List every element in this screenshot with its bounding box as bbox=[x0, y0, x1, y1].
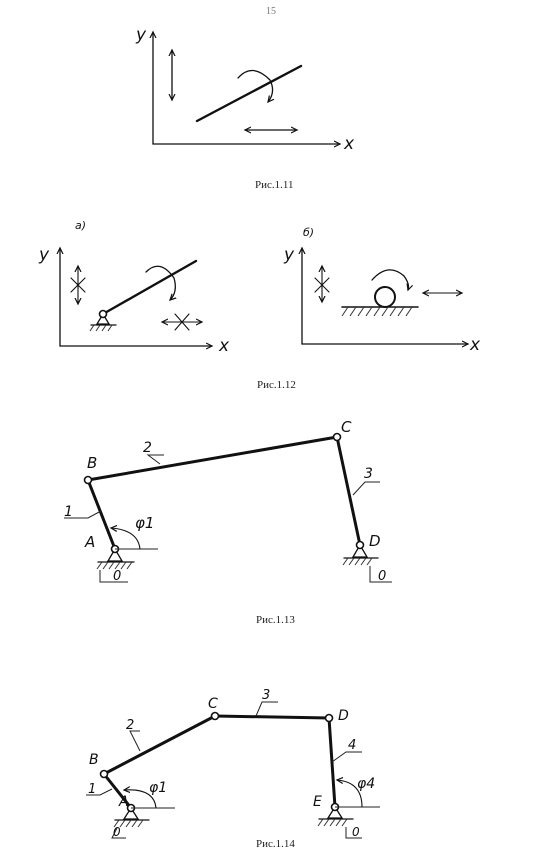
link-3-coupler bbox=[215, 716, 329, 718]
leader-link-2 bbox=[148, 455, 164, 464]
figure-caption: Рис.1.14 bbox=[256, 838, 295, 850]
figure-caption: Рис.1.12 bbox=[257, 379, 296, 391]
link-number-4: 4 bbox=[348, 738, 357, 753]
link-number-2: 2 bbox=[126, 718, 135, 733]
angle-label-4: φ4 bbox=[357, 776, 376, 792]
figure-1-11 bbox=[135, 25, 355, 191]
point-label-a: A bbox=[85, 533, 96, 551]
point-label-e: E bbox=[313, 794, 322, 810]
joint-c bbox=[212, 713, 219, 720]
x-axis-label: x bbox=[219, 336, 230, 356]
panel-label: а) bbox=[75, 219, 87, 232]
point-label-d: D bbox=[338, 708, 349, 724]
ground-label-right: 0 bbox=[378, 569, 387, 584]
ground-hatch bbox=[90, 325, 112, 331]
ground-hatch bbox=[97, 562, 132, 569]
pivot-joint bbox=[100, 311, 107, 318]
angle-label: φ1 bbox=[135, 514, 155, 532]
link-number-3: 3 bbox=[364, 466, 373, 482]
link-number-3: 3 bbox=[262, 688, 271, 703]
figure-caption: Рис.1.11 bbox=[255, 179, 294, 191]
leader-link-3 bbox=[353, 482, 380, 495]
leader-link-3 bbox=[256, 702, 278, 716]
figure-1-14 bbox=[86, 688, 380, 850]
y-axis-label: y bbox=[39, 245, 50, 265]
ground-hatch bbox=[343, 558, 372, 565]
link-number-1: 1 bbox=[88, 782, 97, 797]
joint-b bbox=[85, 477, 92, 484]
panel-label: б) bbox=[303, 226, 315, 239]
point-label-b: B bbox=[87, 454, 98, 472]
link-number-1: 1 bbox=[64, 504, 73, 520]
ground-label-right: 0 bbox=[352, 825, 360, 839]
x-axis-label: x bbox=[470, 335, 481, 355]
point-label-a: A bbox=[119, 794, 129, 810]
figure-1-12-a bbox=[38, 219, 230, 356]
ground-label-left: 0 bbox=[113, 569, 122, 584]
angle-label-1: φ1 bbox=[149, 780, 168, 796]
point-label-c: C bbox=[341, 418, 352, 436]
point-label-c: C bbox=[208, 696, 218, 712]
point-label-d: D bbox=[369, 532, 381, 550]
page-number: 15 bbox=[266, 6, 276, 17]
link-2-coupler bbox=[104, 716, 215, 774]
figure-1-13 bbox=[64, 418, 392, 626]
rolling-wheel bbox=[375, 287, 395, 307]
figure-caption: Рис.1.13 bbox=[256, 614, 295, 626]
joint-c bbox=[334, 434, 341, 441]
x-axis-label: x bbox=[344, 134, 355, 154]
surface-hatch bbox=[342, 307, 412, 316]
rigid-body-line bbox=[197, 66, 301, 121]
point-label-b: B bbox=[89, 752, 99, 768]
joint-d bbox=[357, 542, 364, 549]
y-axis-label: y bbox=[284, 245, 295, 265]
joint-b bbox=[101, 771, 108, 778]
figure-1-12-b bbox=[257, 226, 481, 391]
joint-d bbox=[326, 715, 333, 722]
link-number-2: 2 bbox=[143, 440, 152, 456]
ground-label-left: 0 bbox=[113, 825, 121, 839]
rotation-arrow bbox=[146, 266, 175, 300]
ground-hatch bbox=[318, 819, 347, 826]
leader-link-2 bbox=[130, 731, 140, 751]
y-axis-label: y bbox=[136, 25, 147, 45]
link-4-rocker bbox=[329, 718, 335, 807]
leader-link-4 bbox=[332, 752, 362, 762]
link-2-coupler bbox=[88, 437, 337, 480]
rotation-arrow bbox=[372, 270, 409, 290]
